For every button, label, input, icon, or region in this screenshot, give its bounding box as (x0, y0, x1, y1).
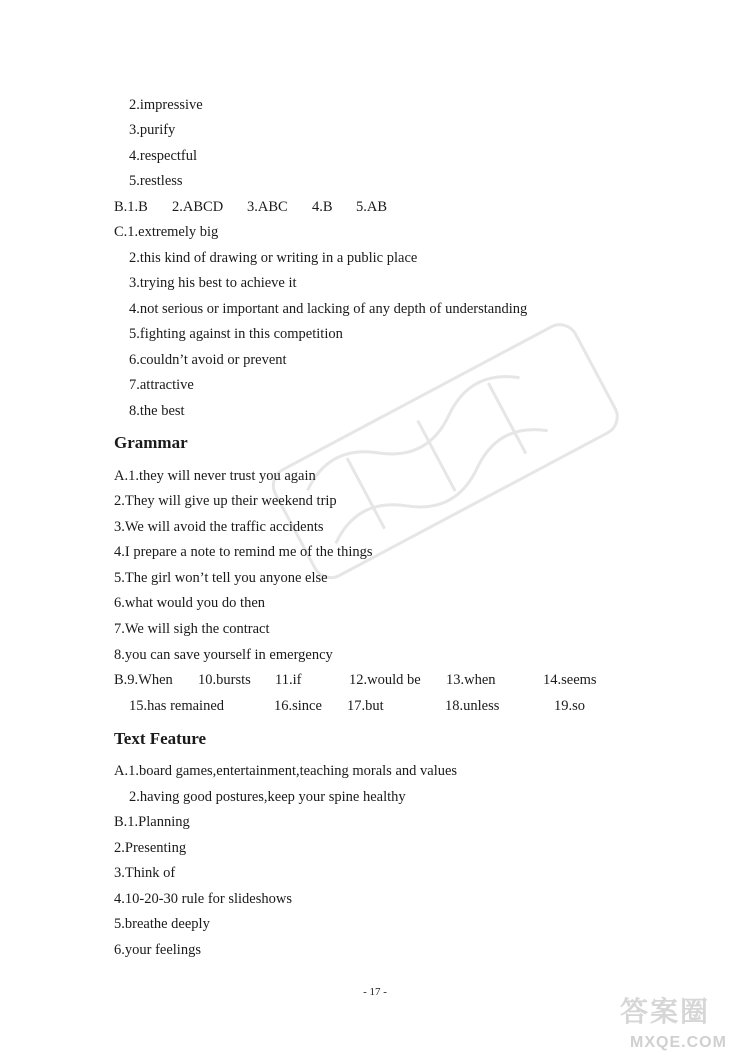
vocab-b-row (114, 198, 514, 216)
text-feature-b-item: 3.Think of (114, 865, 176, 881)
text-feature-a-item: A.1.board games,entertainment,teaching morals and values (114, 763, 458, 779)
vocab-c-item: C.1.extremely big (114, 224, 219, 240)
grammar-a-item: 5.The girl won’t tell you anyone else (114, 570, 328, 586)
grammar-a-item: 4.I prepare a note to remind me of the things (114, 544, 373, 560)
vocab-b-item: B.1.B (114, 199, 148, 215)
watermark-url: MXQE.COM (630, 1034, 727, 1051)
grammar-a-item: 2.They will give up their weekend trip (114, 493, 337, 509)
grammar-b-item: 16.since (274, 698, 322, 714)
vocab-b-item: 2.ABCD (172, 199, 224, 215)
grammar-b-item: 10.bursts (198, 672, 251, 688)
text-feature-a-item: 2.having good postures,keep your spine healthy (129, 789, 406, 805)
vocab-a-item: 5.restless (129, 173, 183, 189)
grammar-b-item: 15.has remained (129, 698, 225, 714)
vocab-b-item: 5.AB (356, 199, 388, 215)
grammar-b-item: B.9.When (114, 672, 173, 688)
grammar-a-item: 3.We will avoid the traffic accidents (114, 519, 324, 535)
watermark-logo: 答案圈 (620, 996, 711, 1027)
text-feature-b-item: 2.Presenting (114, 840, 187, 856)
grammar-b-item: 13.when (446, 672, 496, 688)
grammar-a-item: 6.what would you do then (114, 595, 266, 611)
text-feature-heading: Text Feature (114, 729, 207, 748)
vocab-c-item: 4.not serious or important and lacking of any depth of understanding (129, 301, 528, 317)
vocab-c-item: 2.this kind of drawing or writing in a public place (129, 250, 418, 266)
vocab-c-item: 3.trying his best to achieve it (129, 275, 297, 291)
grammar-a-item: 8.you can save yourself in emergency (114, 647, 333, 663)
vocab-b-item: 3.ABC (247, 199, 288, 215)
grammar-a-item: 7.We will sigh the contract (114, 621, 270, 637)
grammar-b-item: 14.seems (543, 672, 597, 688)
grammar-heading: Grammar (114, 433, 188, 452)
text-feature-b-item: 5.breathe deeply (114, 916, 210, 932)
vocab-c-item: 5.fighting against in this competition (129, 326, 343, 342)
vocab-c-item: 7.attractive (129, 377, 194, 393)
grammar-b-row (114, 671, 614, 689)
grammar-b-item: 17.but (347, 698, 384, 714)
site-watermark (610, 990, 750, 1061)
vocab-b-item: 4.B (312, 199, 333, 215)
text-feature-b-item: B.1.Planning (114, 814, 190, 830)
text-feature-b-item: 4.10-20-30 rule for slideshows (114, 891, 293, 907)
grammar-b-item: 11.if (275, 672, 302, 688)
vocab-a-item: 3.purify (129, 122, 176, 138)
vocab-c-item: 8.the best (129, 403, 185, 419)
vocab-a-item: 4.respectful (129, 148, 198, 164)
vocab-c-item: 6.couldn’t avoid or prevent (129, 352, 287, 368)
grammar-b-item: 12.would be (349, 672, 421, 688)
grammar-a-item: A.1.they will never trust you again (114, 468, 316, 484)
page-number: - 17 - (363, 986, 387, 998)
grammar-b-item: 18.unless (445, 698, 500, 714)
grammar-b-item: 19.so (554, 698, 586, 714)
grammar-b-row (129, 697, 589, 715)
vocab-a-item: 2.impressive (129, 97, 203, 113)
text-feature-b-item: 6.your feelings (114, 942, 201, 958)
